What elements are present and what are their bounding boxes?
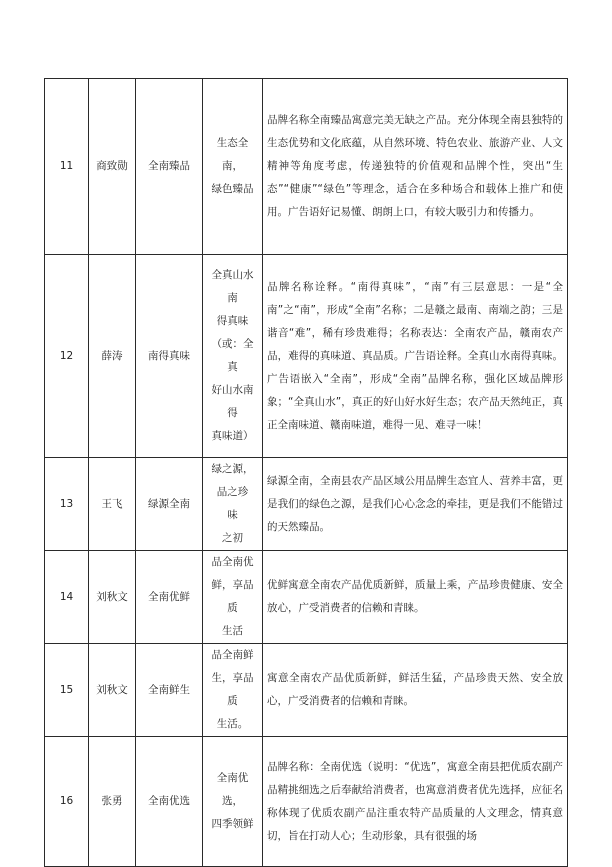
slogan-cell (203, 79, 263, 255)
brand-name: 全南优选 (136, 737, 203, 867)
entry-number: 15 (45, 644, 89, 737)
slogan-line: 得真味 (216, 315, 249, 327)
description-cell (263, 458, 568, 551)
slogan-cell (203, 644, 263, 737)
entry-number: 14 (45, 551, 89, 644)
table-row (45, 737, 568, 867)
slogan-line: 全南优选， (216, 772, 249, 807)
slogan-cell (203, 737, 263, 867)
description-cell (263, 644, 568, 737)
description-text: 优鲜寓意全南农产品优质新鲜，质量上乘，产品珍贵健康、安全放心，广受消费者的信赖和青睐。 (267, 579, 563, 614)
table-row (45, 79, 568, 255)
slogan-cell (203, 458, 263, 551)
table-row (45, 551, 568, 644)
entry-number: 16 (45, 737, 89, 867)
description-cell (263, 79, 568, 255)
slogan-line: （或：全真 (211, 338, 254, 373)
table-row (45, 255, 568, 458)
description-text: 寓意全南农产品优质新鲜，鲜活生猛，产品珍贵天然、安全放心，广受消费者的信赖和青睐。 (267, 672, 563, 707)
slogan-line: 品全南优 (211, 556, 254, 568)
slogan-line: 品之珍 味 (216, 486, 259, 521)
slogan-line: 品全南鲜 (211, 649, 254, 661)
entry-number: 12 (45, 255, 89, 458)
slogan-cell (203, 255, 263, 458)
entry-number: 11 (45, 79, 89, 255)
slogan-line: 生活 (222, 625, 243, 637)
brand-name: 绿源全南 (136, 458, 203, 551)
entry-number: 13 (45, 458, 89, 551)
author-name: 薛涛 (89, 255, 136, 458)
author-name: 张勇 (89, 737, 136, 867)
author-name: 刘秋文 (89, 551, 136, 644)
slogan-line: 生态全南， (216, 137, 249, 172)
table-row (45, 458, 568, 551)
slogan-line: 四季领鲜 (211, 818, 254, 830)
description-text: 品牌名称诠释。“南得真味”，“南”有三层意思：一是“全南”之“南”，形成“全南”名称；二是赣之最南、南端之韵；三是谐音“难”，稀有珍贵难得；名称表达：全南农产品，赣南农产品，难得的真味道、真品质。广告语诠释。全真山水南得真味。广告语嵌入“全南”，形成“全南”品牌名称，强化区域品牌形象；“全真山水”，真正的好山好水好生态；农产品天然纯正，真正全南味道、赣南味道，难得一见、难寻一味！ (267, 280, 563, 431)
slogan-line: 真味道） (211, 430, 254, 442)
description-text: 品牌名称：全南优选（说明：“优选”，寓意全南县把优质农副产品精挑细选之后奉献给消费者，也寓意消费者优先选择，应征名称体现了优质农副产品注重农特产品质量的人文理念，情真意切，旨在打动人心；生动形象，具有很强的场 (267, 760, 563, 842)
slogan-line: 之初 (222, 532, 243, 544)
slogan-line: 鲜，享品质 (211, 579, 254, 614)
author-name: 商致勋 (89, 79, 136, 255)
entries-table (44, 78, 568, 867)
slogan-line: 生，享品质 (211, 672, 254, 707)
brand-name: 南得真味 (136, 255, 203, 458)
description-text: 品牌名称全南臻品寓意完美无缺之产品。充分体现全南县独特的生态优势和文化底蕴，从自然环境、特色农业、旅游产业、人文精神等角度考虑，传递独特的价值观和品牌个性，突出“生态”“健康”“绿色”等理念，适合在多种场合和载体上推广和使用。广告语好记易懂、朗朗上口，有较大吸引力和传播力。 (267, 114, 563, 218)
description-text: 绿源全南，全南县农产品区域公用品牌生态宜人、营养丰富，更是我们的绿色之源，是我们心心念念的牵挂，更是我们不能错过的天然臻品。 (267, 474, 563, 533)
slogan-line: 全真山水南 (211, 269, 254, 304)
description-cell (263, 737, 568, 867)
slogan-line: 绿之源， (211, 463, 254, 475)
slogan-line: 好山水南得 (211, 384, 254, 419)
table-row (45, 644, 568, 737)
brand-name: 全南臻品 (136, 79, 203, 255)
brand-name: 全南鲜生 (136, 644, 203, 737)
brand-name: 全南优鲜 (136, 551, 203, 644)
author-name: 刘秋文 (89, 644, 136, 737)
author-name: 王飞 (89, 458, 136, 551)
slogan-line: 生活。 (216, 718, 249, 730)
description-cell (263, 255, 568, 458)
slogan-cell (203, 551, 263, 644)
description-cell (263, 551, 568, 644)
slogan-line: 绿色臻品 (211, 183, 254, 195)
